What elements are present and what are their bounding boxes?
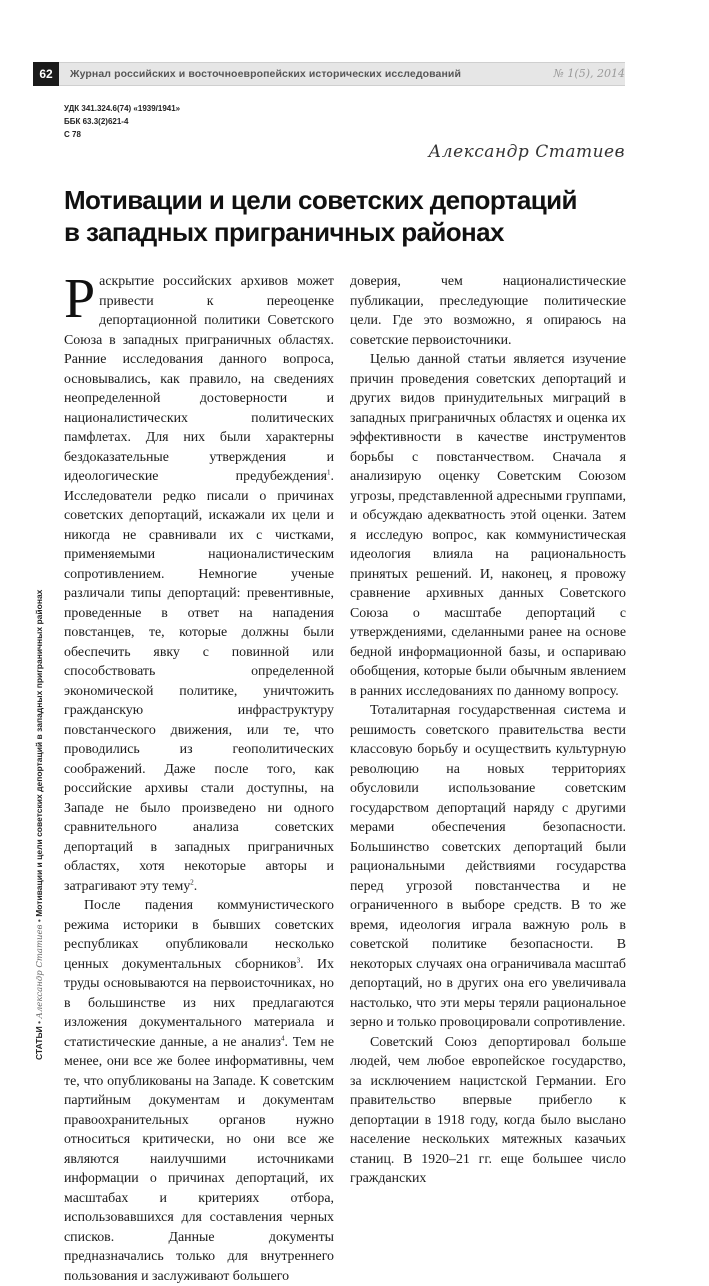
paragraph: Раскрытие российских архивов может привести к переоценке депортационной политики Советского Союза в западных приграничных областях. Ранние исследования данного вопроса, основывались, как правило, на сведениях неопределенной достоверности и националистических политических памфлетах. Для них были характерны бездоказательные утверждения и идеологические предубеждения$^1$. Исследователи редко писали о причинах советских депортаций, искажали их цели и никогда не сравнивали их с чистками, применяемыми националистическим сопротивлением. Немногие ученые различали типы депортаций: превентивные, проведенные в ответ на нападения повстанцев, те, которые должны были обеспечить явку с повинной или способствовать определенной экономической политике, уничтожить гражданскую инфраструктуру повстанческого движения, или те, что проводились из геополитических соображений. Даже после того, как российские архивы стали доступны, на Западе не было произведено ни одного сравнительного анализа советских депортаций в западных приграничных областях, хотя некоторые авторы и затрагивают эту тему$^2$. (64, 268, 334, 894)
text-column-left (64, 268, 334, 1284)
paragraph: Целью данной статьи является изучение причин проведения советских депортаций и других видов принудительных миграций в западных приграничных областях и оценка их эффективности в качестве инструментов борьбы с повстанчеством. Сначала я анализирую оценку Советским Союзом угрозы, представленной адресными группами, и обсуждаю адекватность этой оценки. Затем я исследую вопрос, как коммунистическая идеология влияла на рациональность принятых решений. И, наконец, я провожу сравнение архивных данных Советского Союза о масштабе депортаций с утверждениями, сделанными ранее на основе бедной информационной базы, и оспариваю обобщения, которые были обычным явлением в ранних исследованиях по данному вопросу. (350, 352, 626, 699)
udk-code: УДК 341.324.6(74) «1939/1941» (64, 104, 181, 113)
journal-title: Журнал российских и восточноевропейских исторических исследований (70, 68, 462, 80)
paragraph: После падения коммунистического режима историки в бывших советских республиках опубликовали несколько ценных документальных сборников$^3$. Их труды основываются на первоисточниках, но в большинстве из них предлагаются изложения документального материала и статистические данные, а не анализ$^4$. Тем не менее, они все же более информативны, чем те, что опубликованы на Западе. К советским партийным документам и документам правоохранительных органов нужно относиться критически, но они все же являются наилучшими источниками информации о причинах депортаций, их масштабах и критериях отбора, использовавшихся для составления черных списков. Данные документы предназначались только для внутреннего пользования и заслуживают большего (64, 898, 334, 1284)
paragraph: Советский Союз депортировал больше людей, чем любое европейское государство, за исключением нацистской Германии. Его правительство впервые прибегло к депортации в 1918 году, когда было выслано население нескольких мятежных казачьих станиц. В 1920–21 гг. еще большее число гражданских (350, 1034, 626, 1186)
side-title: Мотивации и цели советских депортаций в западных приграничных районах (34, 589, 44, 917)
paragraph: доверия, чем националистические публикации, преследующие политические цели. Где это возможно, я опираюсь на советские первоисточники. (350, 274, 626, 348)
article-title: Мотивации и цели советских депортаций в западных приграничных районах (64, 185, 577, 247)
author-sign-code: С 78 (64, 130, 81, 139)
footnote-ref[interactable]: 4 (281, 1033, 285, 1042)
footnote-ref[interactable]: 2 (190, 877, 194, 886)
classification-codes (64, 102, 180, 141)
side-author: Александр Статиев (35, 924, 45, 1019)
article-author: Александр Статиев (428, 142, 625, 162)
side-section: СТАТЬИ (34, 1026, 44, 1060)
bbk-code: ББК 63.3(2)621-4 (64, 117, 129, 126)
page-number: 62 (33, 62, 59, 86)
side-strip: СТАТЬИ • Александр Статиев • Мотивации и цели советских депортаций в западных приграничных районах (34, 589, 45, 1060)
drop-cap: Р (64, 268, 96, 330)
issue-number: № 1(5), 2014 (553, 67, 625, 80)
text-column-right (350, 272, 626, 1186)
footnote-ref[interactable]: 3 (296, 955, 301, 964)
paragraph: Тоталитарная государственная система и решимость советского правительства вести классовую борьбу и осуществить культурную революцию на новых территориях обусловили использование советским государством депортаций наряду с другими мерами обеспечения безопасности. Большинство советских депортаций были рациональными действиями государства перед угрозой повстанчества и не ограниченного в выборе средств. В то же время, идеология играла важную роль в советской политике безопасности. В некоторых случаях она ограничивала масштаб депортаций, но в других она его увеличивала настолько, что эти меры теряли рациональное зерно и только провоцировали сопротивление. (350, 703, 626, 1030)
footnote-ref[interactable]: 1 (327, 468, 331, 477)
